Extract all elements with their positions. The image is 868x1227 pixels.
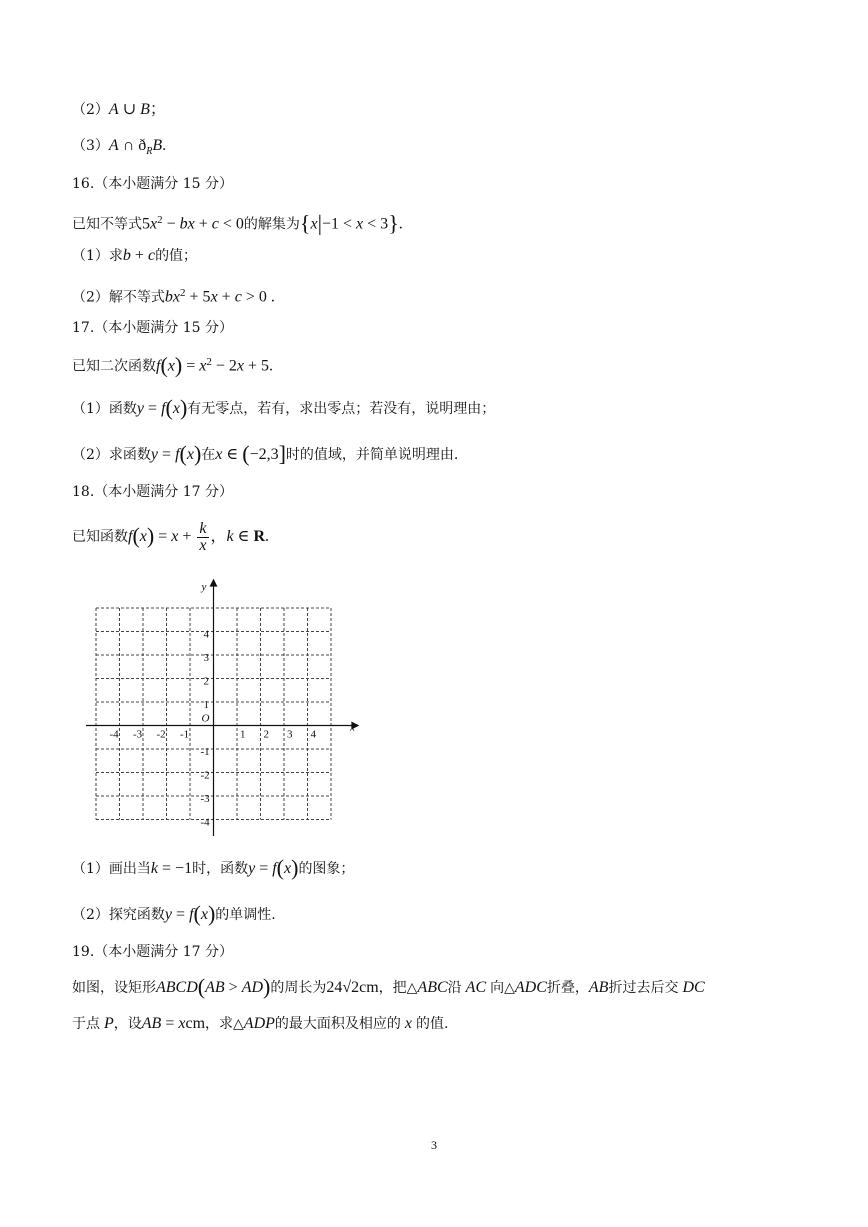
coordinate-grid bbox=[82, 578, 372, 840]
y-tick-label: -3 bbox=[200, 793, 210, 805]
q16-header: 16.（本小题满分 15 分） bbox=[72, 176, 233, 192]
q19-header: 19.（本小题满分 17 分） bbox=[72, 944, 233, 960]
q17-header: 17.（本小题满分 15 分） bbox=[72, 320, 233, 336]
q16-part2: （2）解不等式$bx^2 + 5x + c > 0$ . bbox=[72, 287, 275, 306]
y-axis-arrow bbox=[211, 580, 217, 586]
x-tick-label: -1 bbox=[180, 728, 190, 741]
y-tick-label: -1 bbox=[200, 746, 210, 758]
q17-part2: （2）求函数y = f(x)在x ∈ (−2,3]时的值域，并简单说明理由. bbox=[72, 441, 459, 466]
q16-part1: （1）求b + c的值； bbox=[72, 247, 198, 264]
q16-stem: 已知不等式$5x^2$ − bx + c < 0的解集为{x|−1 < x < 3}. bbox=[72, 210, 403, 236]
q15-part2: （2）A ∪ B； bbox=[72, 101, 166, 118]
x-tick-label: 2 bbox=[263, 728, 269, 741]
x-tick-label: 3 bbox=[287, 728, 293, 741]
y-tick-label: -2 bbox=[200, 769, 210, 782]
x-tick-label: -2 bbox=[156, 728, 166, 741]
q18-stem: 已知函数f(x) = x + $\frac{k}{x}$ ，k ∈ R. bbox=[72, 519, 270, 554]
y-tick-label: 1 bbox=[203, 699, 209, 711]
x-tick-label: -3 bbox=[133, 728, 143, 741]
q19-line2: 于点 P，设AB = xcm，求△ADP的最大面积及相应的 x 的值. bbox=[72, 1015, 449, 1032]
x-tick-label: 4 bbox=[310, 728, 316, 741]
y-tick-label: -4 bbox=[200, 816, 210, 829]
q18-part1: （1）画出当k = −1时，函数y = f(x)的图象； bbox=[72, 855, 355, 880]
q17-part1: （1）函数y = f(x)有无零点，若有，求出零点；若没有，说明理由； bbox=[72, 395, 496, 420]
y-tick-label: 2 bbox=[203, 675, 209, 688]
y-tick-label: 4 bbox=[203, 628, 209, 641]
q18-part2: （2）探究函数y = f(x)的单调性. bbox=[72, 901, 276, 926]
page-number: 3 bbox=[431, 1138, 437, 1152]
y-axis-label: y bbox=[201, 581, 207, 593]
y-tick-label: 3 bbox=[203, 652, 209, 664]
q15-part3: （3）A ∩ $ð_RB$. bbox=[72, 137, 167, 157]
x-tick-label: 1 bbox=[240, 728, 246, 741]
q18-header: 18.（本小题满分 17 分） bbox=[72, 484, 233, 500]
q17-stem: 已知二次函数$f(x) = x^2 - 2x + 5$. bbox=[72, 352, 274, 378]
x-axis-label: x bbox=[350, 721, 355, 734]
x-tick-label: -4 bbox=[109, 728, 119, 741]
origin-label: O bbox=[201, 712, 210, 725]
q19-line1: 如图，设矩形ABCD(AB > AD)的周长为24√2cm，把△ABC沿 AC 向△ADC折叠，AB折过去后交 DC bbox=[72, 974, 705, 999]
